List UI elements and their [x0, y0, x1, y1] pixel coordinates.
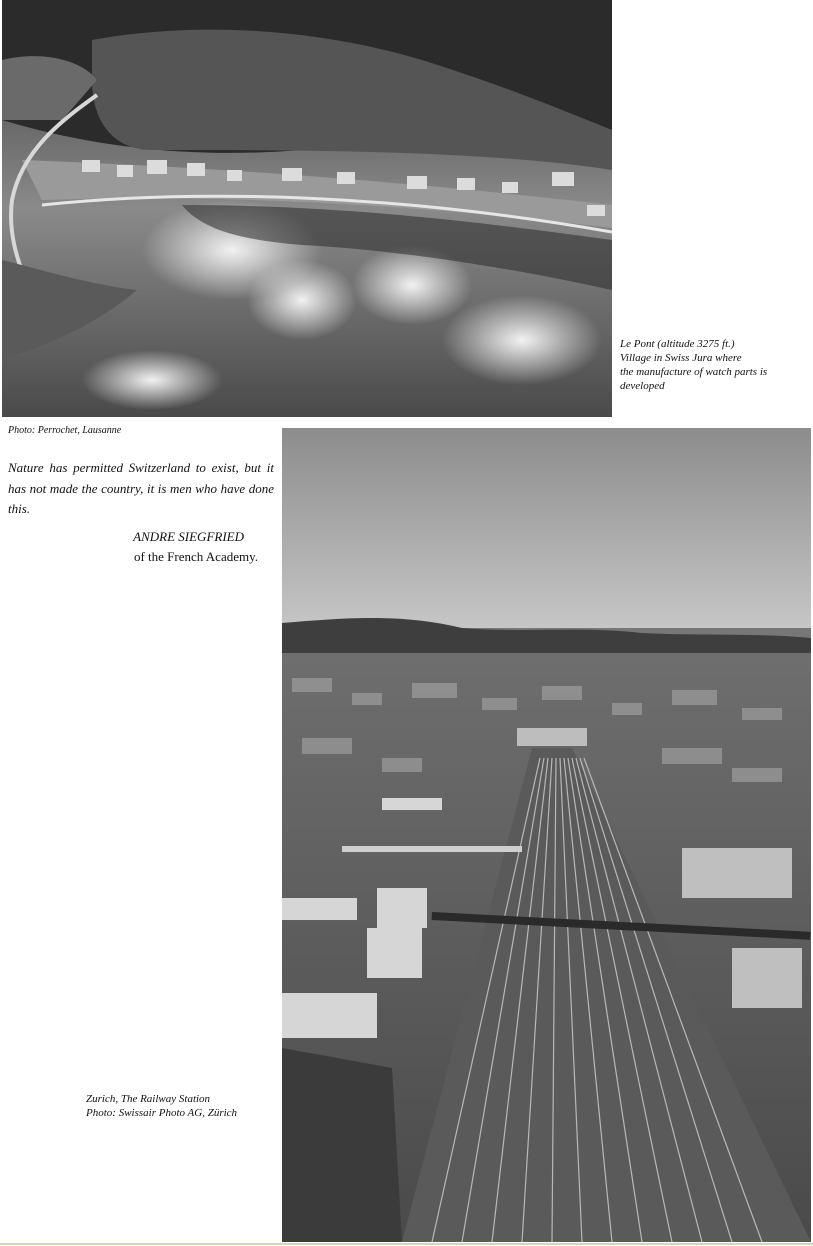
- quote-block: [8, 458, 274, 567]
- zurich-railway-station-photo: [282, 428, 811, 1242]
- le-pont-caption-line: the manufacture of watch parts is: [620, 366, 768, 378]
- quote-attribution: [8, 527, 274, 567]
- le-pont-aerial-photo: [2, 0, 612, 417]
- le-pont-caption-line: Village in Swiss Jura where: [620, 352, 742, 364]
- le-pont-photo-image: [2, 0, 612, 417]
- zurich-caption-line: Zurich, The Railway Station: [86, 1093, 211, 1105]
- le-pont-photo-credit: Photo: Perrochet, Lausanne: [8, 425, 122, 436]
- quote-author-affiliation: of the French Academy.: [133, 548, 258, 564]
- quote-text: Nature has permitted Switzerland to exist, but it has not made the country, it is men who have done this.: [8, 460, 274, 516]
- le-pont-caption-line: Le Pont (altitude 3275 ft.): [620, 338, 735, 350]
- zurich-photo-image: [282, 428, 811, 1242]
- quote-author-name: ANDRE SIEGFRIED: [133, 528, 244, 544]
- page-bottom-rule: [0, 1243, 813, 1245]
- zurich-caption: [86, 1092, 237, 1120]
- le-pont-caption-line: developed: [620, 380, 665, 392]
- le-pont-caption: [620, 337, 812, 393]
- zurich-photo-credit: Photo: Swissair Photo AG, Zürich: [86, 1107, 238, 1119]
